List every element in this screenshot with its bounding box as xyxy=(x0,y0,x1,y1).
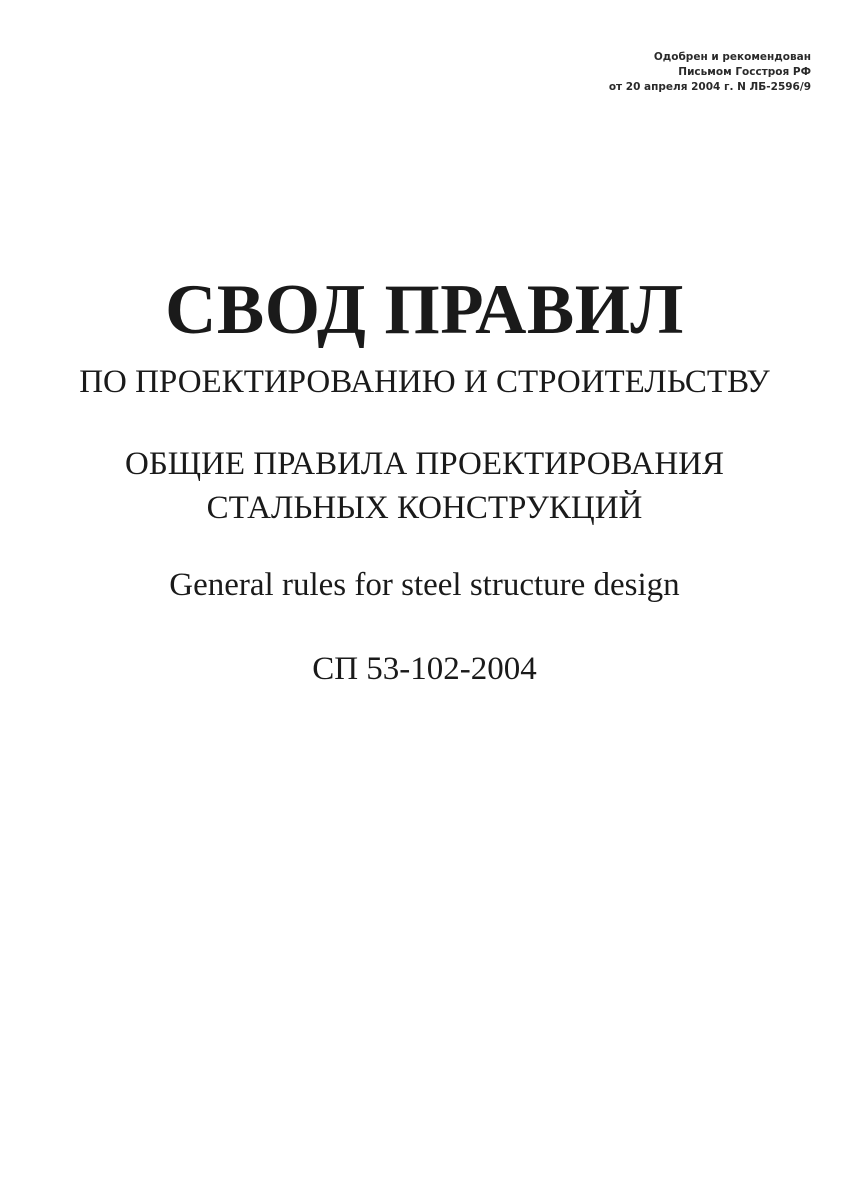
approval-note xyxy=(609,50,811,95)
approval-line-2: Письмом Госстроя РФ xyxy=(678,66,811,78)
english-title: General rules for steel structure design xyxy=(169,567,680,603)
document-subtitle: ПО ПРОЕКТИРОВАНИЮ И СТРОИТЕЛЬСТВУ xyxy=(79,364,770,400)
document-name xyxy=(0,442,849,530)
approval-line-3: от 20 апреля 2004 г. N ЛБ-2596/9 xyxy=(608,81,811,93)
document-title: СВОД ПРАВИЛ xyxy=(165,271,684,349)
document-code: СП 53-102-2004 xyxy=(312,651,537,687)
document-name-line-2: СТАЛЬНЫХ КОНСТРУКЦИЙ xyxy=(206,490,643,526)
approval-line-1: Одобрен и рекомендован xyxy=(653,51,811,63)
document-name-line-1: ОБЩИЕ ПРАВИЛА ПРОЕКТИРОВАНИЯ xyxy=(124,446,724,482)
